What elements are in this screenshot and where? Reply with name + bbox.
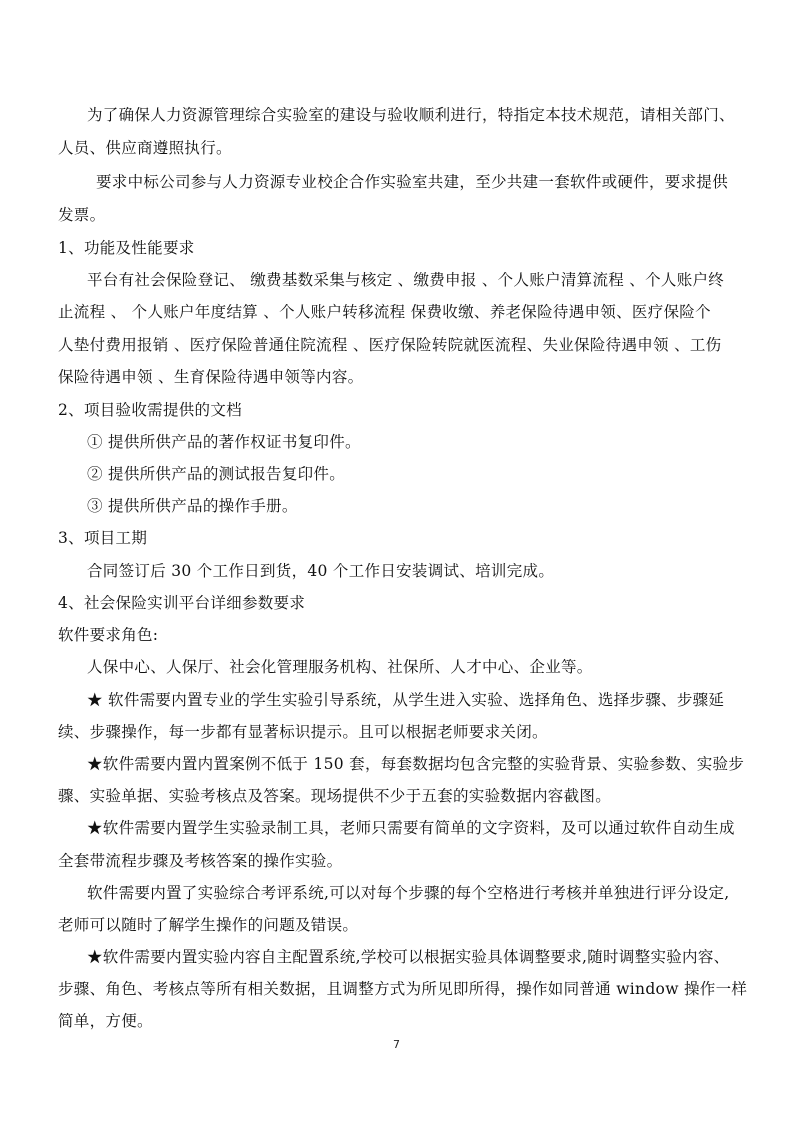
requirement-line-3: ★软件需要内置内置案例不低于 150 套，每套数据均包含完整的实验背景、实验参数、实验步 — [87, 755, 745, 773]
intro-line-2: 人员、供应商遵照执行。 — [58, 139, 232, 157]
requirement-line-8: 老师可以随时了解学生操作的问题及错误。 — [58, 916, 359, 934]
section-4-heading: 4、社会保险实训平台详细参数要求 — [58, 594, 306, 612]
section-1-line-1: 平台有社会保险登记、 缴费基数采集与核定 、缴费申报 、个人账户清算流程 、个人账户终 — [87, 271, 725, 289]
section-1-line-3: 人垫付费用报销 、医疗保险普通住院流程 、医疗保险转院就医流程、失业保险待遇申领 、工伤 — [58, 336, 722, 354]
section-2-item-1: ① 提供所供产品的著作权证书复印件。 — [87, 433, 361, 451]
requirement-line-4: 骤、实验单据、实验考核点及答案。现场提供不少于五套的实验数据内容截图。 — [58, 787, 612, 805]
intro-line-3: 要求中标公司参与人力资源专业校企合作实验室共建，至少共建一套软件或硬件，要求提供 — [96, 173, 729, 191]
requirement-line-9: ★软件需要内置实验内容自主配置系统,学校可以根据实验具体调整要求,随时调整实验内容、 — [87, 948, 730, 966]
section-1-heading: 1、功能及性能要求 — [58, 239, 195, 257]
section-2-heading: 2、项目验收需提供的文档 — [58, 401, 242, 419]
intro-line-4: 发票。 — [58, 206, 106, 224]
intro-line-1: 为了确保人力资源管理综合实验室的建设与验收顺利进行，特指定本技术规范，请相关部门、 — [87, 106, 735, 124]
section-2-item-3: ③ 提供所供产品的操作手册。 — [87, 497, 298, 515]
page-number: 7 — [393, 1038, 400, 1051]
section-3-text: 合同签订后 30 个工作日到货，40 个工作日安装调试、培训完成。 — [87, 562, 555, 580]
requirement-line-1: ★ 软件需要内置专业的学生实验引导系统，从学生进入实验、选择角色、选择步骤、步骤延 — [87, 691, 725, 709]
requirement-line-5: ★软件需要内置学生实验录制工具，老师只需要有简单的文字资料，及可以通过软件自动生成 — [87, 819, 735, 837]
roles-label: 软件要求角色: — [58, 626, 159, 644]
requirement-line-11: 简单，方便。 — [58, 1012, 153, 1030]
requirement-line-2: 续、步骤操作，每一步都有显著标识提示。且可以根据老师要求关闭。 — [58, 723, 548, 741]
section-1-line-2: 止流程 、 个人账户年度结算 、个人账户转移流程 保费收缴、养老保险待遇申领、医疗保险个 — [58, 303, 711, 321]
requirement-line-6: 全套带流程步骤及考核答案的操作实验。 — [58, 852, 343, 870]
requirement-line-7: 软件需要内置了实验综合考评系统,可以对每个步骤的每个空格进行考核并单独进行评分设定, — [87, 884, 730, 902]
section-3-heading: 3、项目工期 — [58, 529, 148, 547]
roles-list: 人保中心、人保厅、社会化管理服务机构、社保所、人才中心、企业等。 — [87, 658, 593, 676]
requirement-line-10: 步骤、角色、考核点等所有相关数据，且调整方式为所见即所得，操作如同普通 window 操作一样 — [58, 980, 748, 998]
section-1-line-4: 保险待遇申领 、生育保险待遇申领等内容。 — [58, 368, 364, 386]
section-2-item-2: ② 提供所供产品的测试报告复印件。 — [87, 465, 346, 483]
